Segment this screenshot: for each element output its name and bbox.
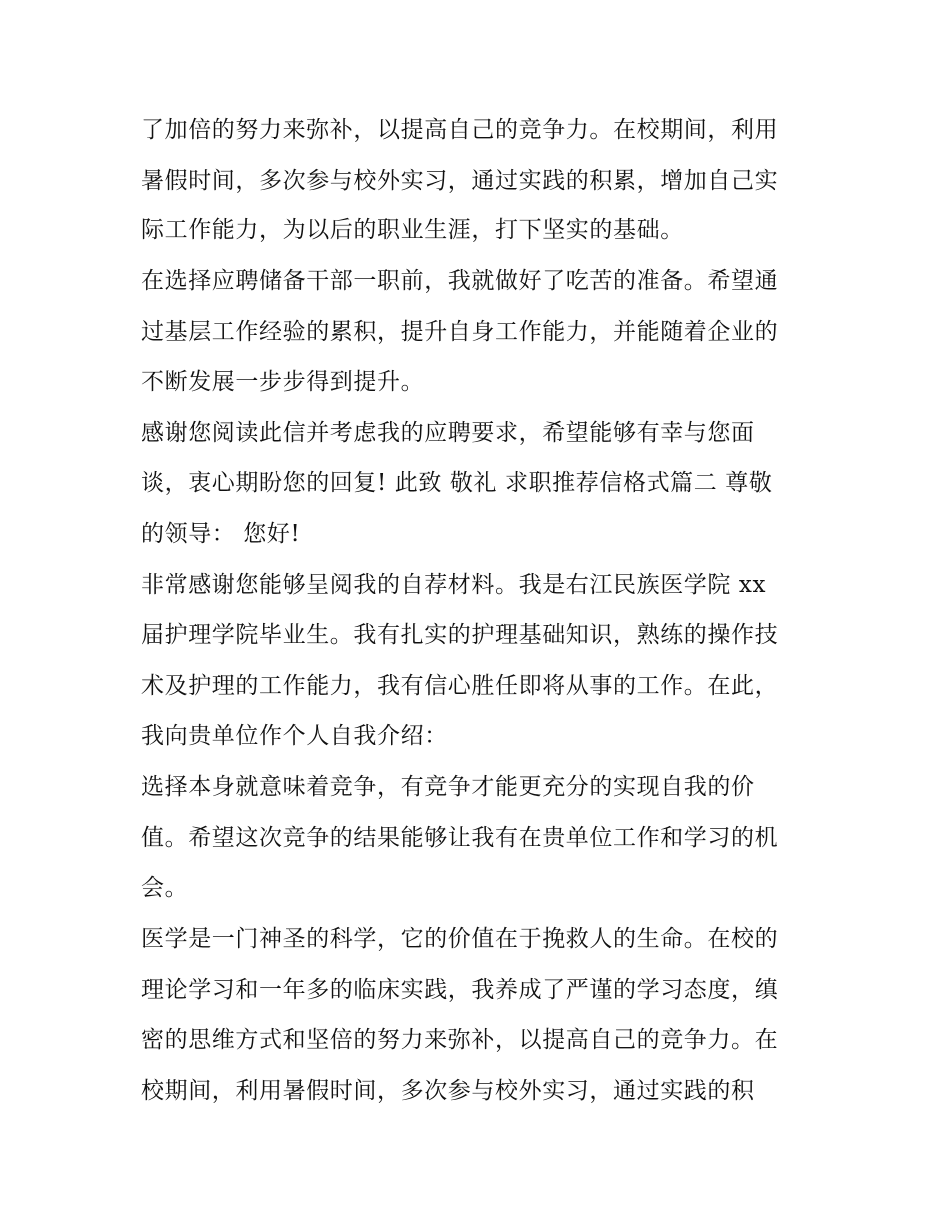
- text-line: 的领导： 您好!: [141, 521, 301, 547]
- text-line: 届护理学院毕业生。我有扎实的护理基础知识，熟练的操作技: [141, 622, 779, 648]
- text-line: 值。希望这次竞争的结果能够让我有在贵单位工作和学习的机: [141, 825, 779, 851]
- text-line: 不断发展一步步得到提升。: [141, 369, 425, 395]
- text-line: 过基层工作经验的累积，提升自身工作能力，并能随着企业的: [141, 319, 779, 345]
- text-line: 会。: [141, 875, 189, 901]
- text-line: 在选择应聘储备干部一职前，我就做好了吃苦的准备。希望通: [141, 268, 779, 294]
- text-line: 医学是一门神圣的科学，它的价值在于挽救人的生命。在校的: [141, 926, 779, 952]
- text-line: 我向贵单位作个人自我介绍：: [141, 723, 448, 749]
- text-line: 选择本身就意味着竞争，有竞争才能更充分的实现自我的价: [141, 774, 755, 800]
- text-line: 感谢您阅读此信并考虑我的应聘要求，希望能够有幸与您面: [141, 420, 755, 446]
- text-line: 际工作能力，为以后的职业生涯，打下坚实的基础。: [141, 217, 684, 243]
- text-line: 校期间，利用暑假时间，多次参与校外实习，通过实践的积: [141, 1078, 755, 1104]
- text-line: 暑假时间，多次参与校外实习，通过实践的积累，增加自己实: [141, 168, 779, 194]
- text-line: 密的思维方式和坚倍的努力来弥补，以提高自己的竞争力。在: [141, 1027, 779, 1053]
- text-line: 非常感谢您能够呈阅我的自荐材料。我是右江民族医学院 xx: [141, 572, 767, 598]
- text-line: 理论学习和一年多的临床实践，我养成了严谨的学习态度，缜: [141, 977, 779, 1003]
- text-line: 谈，衷心期盼您的回复! 此致 敬礼 求职推荐信格式篇二 尊敬: [141, 470, 773, 496]
- text-line: 了加倍的努力来弥补，以提高自己的竞争力。在校期间，利用: [141, 117, 779, 143]
- text-line: 术及护理的工作能力，我有信心胜任即将从事的工作。在此，: [141, 673, 779, 699]
